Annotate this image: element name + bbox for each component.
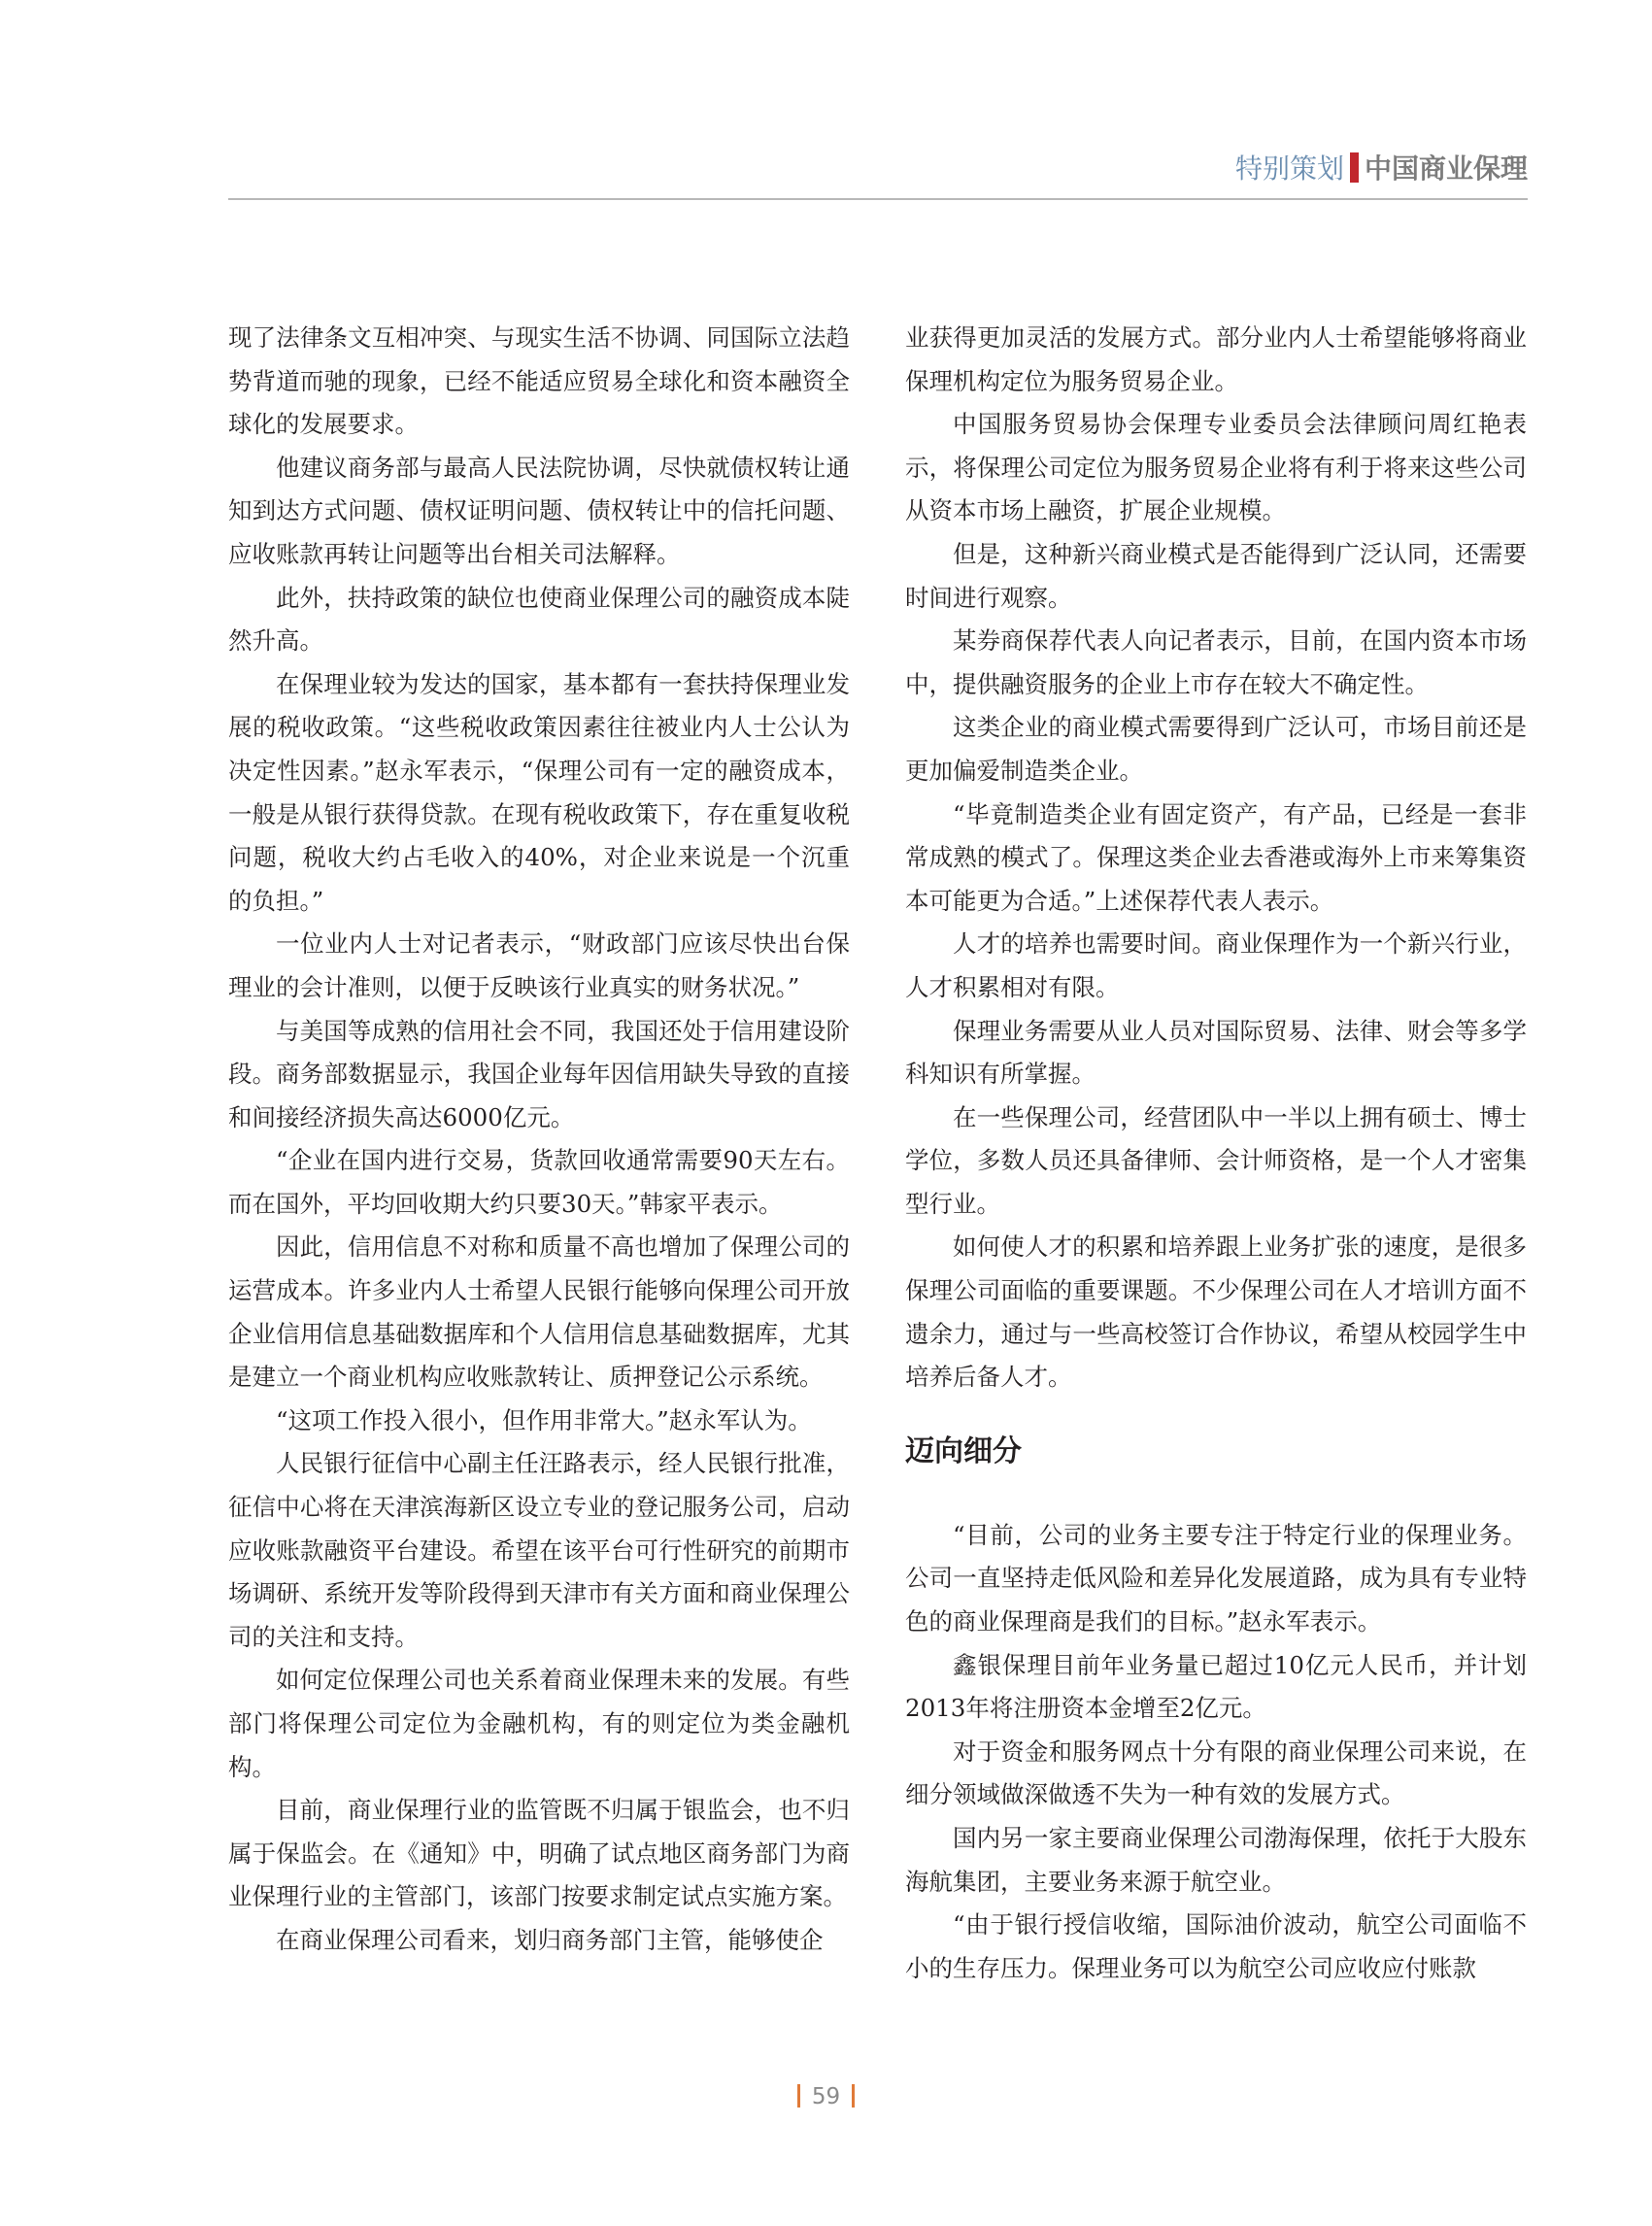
paragraph: 国内另一家主要商业保理公司渤海保理，依托于大股东海航集团，主要业务来源于航空业。 xyxy=(905,1824,1527,1896)
paragraph: 在保理业较为发达的国家，基本都有一套扶持保理业发展的税收政策。“这些税收政策因素往往被业内人士公认为决定性因素。”赵永军表示，“保理公司有一定的融资成本，一般是从银行获得贷款。在现有税收政策下，存在重复收税问题，税收大约占毛收入的40%，对企业来说是一个沉重的负担。” xyxy=(228,669,850,915)
magazine-title: 中国商业保理 xyxy=(1364,152,1528,185)
paragraph: 与美国等成熟的信用社会不同，我国还处于信用建设阶段。商务部数据显示，我国企业每年因信用缺失导致的直接和间接经济损失高达6000亿元。 xyxy=(228,1016,850,1131)
paragraph: “目前，公司的业务主要专注于特定行业的保理业务。公司一直坚持走低风险和差异化发展道路，成为具有专业特色的商业保理商是我们的目标。”赵永军表示。 xyxy=(905,1520,1527,1636)
paragraph: 人才的培养也需要时间。商业保理作为一个新兴行业，人才积累相对有限。 xyxy=(905,929,1527,1001)
paragraph: 他建议商务部与最高人民法院协调，尽快就债权转让通知到达方式问题、债权证明问题、债权转让中的信托问题、应收账款再转让问题等出台相关司法解释。 xyxy=(228,453,850,568)
section-label: 特别策划 xyxy=(1234,152,1344,185)
paragraph: 某券商保荐代表人向记者表示，目前，在国内资本市场中，提供融资服务的企业上市存在较大不确定性。 xyxy=(905,626,1527,698)
paragraph: “这项工作投入很小，但作用非常大。”赵永军认为。 xyxy=(276,1405,812,1434)
paragraph: “由于银行授信收缩，国际油价波动，航空公司面临不小的生存压力。保理业务可以为航空公司应收应付账款 xyxy=(905,1910,1527,1982)
page-footer xyxy=(0,2084,1652,2109)
footer-divider-left xyxy=(797,2084,800,2108)
running-header xyxy=(1235,152,1528,186)
paragraph: 中国服务贸易协会保理专业委员会法律顾问周红艳表示，将保理公司定位为服务贸易企业将有利于将来这些公司从资本市场上融资，扩展企业规模。 xyxy=(905,410,1527,525)
paragraph: 保理业务需要从业人员对国际贸易、法律、财会等多学科知识有所掌握。 xyxy=(905,1016,1527,1089)
paragraph: 在商业保理公司看来，划归商务部门主管，能够使企 xyxy=(276,1925,824,1954)
paragraph: 业获得更加灵活的发展方式。部分业内人士希望能够将商业保理机构定位为服务贸易企业。 xyxy=(905,323,1527,395)
section-subheading: 迈向细分 xyxy=(905,1433,1022,1468)
header-rule xyxy=(228,198,1528,200)
paragraph: 一位业内人士对记者表示，“财政部门应该尽快出台保理业的会计准则，以便于反映该行业真实的财务状况。” xyxy=(228,929,850,1001)
paragraph: 现了法律条文互相冲突、与现实生活不协调、同国际立法趋势背道而驰的现象，已经不能适应贸易全球化和资本融资全球化的发展要求。 xyxy=(228,323,850,439)
paragraph: 鑫银保理目前年业务量已超过10亿元人民币，并计划2013年将注册资本金增至2亿元。 xyxy=(905,1650,1527,1723)
paragraph: 但是，这种新兴商业模式是否能得到广泛认同，还需要时间进行观察。 xyxy=(905,539,1527,612)
paragraph: 目前，商业保理行业的监管既不归属于银监会，也不归属于保监会。在《通知》中，明确了试点地区商务部门为商业保理行业的主管部门，该部门按要求制定试点实施方案。 xyxy=(228,1796,850,1911)
footer-divider-right xyxy=(852,2084,855,2108)
paragraph: 此外，扶持政策的缺位也使商业保理公司的融资成本陡然升高。 xyxy=(228,583,850,656)
paragraph: 对于资金和服务网点十分有限的商业保理公司来说，在细分领域做深做透不失为一种有效的发展方式。 xyxy=(905,1737,1527,1809)
paragraph: 在一些保理公司，经营团队中一半以上拥有硕士、博士学位，多数人员还具备律师、会计师资格，是一个人才密集型行业。 xyxy=(905,1102,1527,1218)
header-divider xyxy=(1350,152,1359,183)
paragraph: 这类企业的商业模式需要得到广泛认可，市场目前还是更加偏爱制造类企业。 xyxy=(905,713,1527,785)
right-column xyxy=(905,317,1527,1990)
paragraph: 人民银行征信中心副主任汪路表示，经人民银行批准，征信中心将在天津滨海新区设立专业的登记服务公司，启动应收账款融资平台建设。希望在该平台可行性研究的前期市场调研、系统开发等阶段得到天津市有关方面和商业保理公司的关注和支持。 xyxy=(228,1449,850,1651)
paragraph: 因此，信用信息不对称和质量不高也增加了保理公司的运营成本。许多业内人士希望人民银行能够向保理公司开放企业信用信息基础数据库和个人信用信息基础数据库，尤其是建立一个商业机构应收账款转让、质押登记公示系统。 xyxy=(228,1232,850,1392)
left-column xyxy=(228,317,850,1963)
paragraph: 如何定位保理公司也关系着商业保理未来的发展。有些部门将保理公司定位为金融机构，有的则定位为类金融机构。 xyxy=(228,1666,850,1781)
paragraph: 如何使人才的积累和培养跟上业务扩张的速度，是很多保理公司面临的重要课题。不少保理公司在人才培训方面不遗余力，通过与一些高校签订合作协议，希望从校园学生中培养后备人才。 xyxy=(905,1232,1527,1392)
paragraph: “企业在国内进行交易，货款回收通常需要90天左右。而在国外，平均回收期大约只要30天。”韩家平表示。 xyxy=(228,1146,850,1218)
paragraph: “毕竟制造类企业有固定资产，有产品，已经是一套非常成熟的模式了。保理这类企业去香港或海外上市来筹集资本可能更为合适。”上述保荐代表人表示。 xyxy=(905,799,1527,915)
page-number: 59 xyxy=(811,2084,841,2109)
